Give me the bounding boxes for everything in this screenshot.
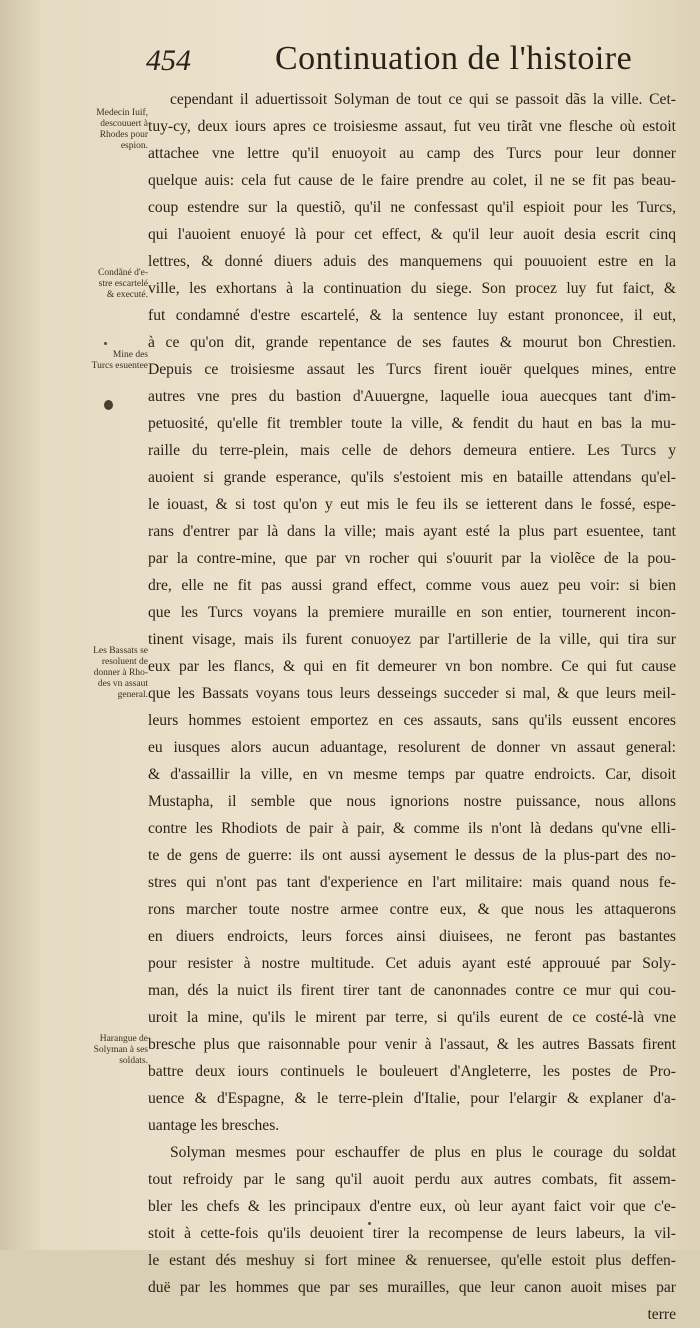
body-text xyxy=(148,86,676,1328)
text-line: rans d'entrer par là dans la ville; mais ayant esté la plus part esuentee, tant xyxy=(148,523,676,540)
text-line: petuosité, qu'elle fit trembler toute la ville, & fendit du haut en bas la mu- xyxy=(148,415,676,432)
text-line: le iouast, & si tost qu'on y eut mis le feu ils se ietterent dans le fossé, espe- xyxy=(148,496,676,513)
margin-note-harangue xyxy=(68,1034,148,1067)
text-line: stoit à cette-fois qu'ils deuoient tirer la recompense de leurs labeurs, la vil- xyxy=(148,1225,676,1242)
margin-note-line: descouuert à xyxy=(100,119,148,129)
text-line: duë par les hommes que par ses murailles, que leur canon auoit mises par xyxy=(148,1279,676,1296)
text-line: auoient si grande esperance, qu'ils s'estoient mis en bataille attendans qu'el- xyxy=(148,469,676,486)
text-line: stres qui n'ont pas tant d'experience en l'art militaire: mais quand nous fe- xyxy=(148,874,676,891)
text-line: cependant il aduertissoit Solyman de tout ce qui se passoit dãs la ville. Cet- xyxy=(170,91,676,108)
text-line: uence & d'Espagne, & le terre-plein d'Italie, pour l'elargir & explaner d'a- xyxy=(148,1090,676,1107)
text-line: contre les Rhodiots de pair à pair, & comme ils n'ont là dedans qu'vne elli- xyxy=(148,820,676,837)
text-line: autres vne pres du bastion d'Auuergne, laquelle ioua auecques tant d'im- xyxy=(148,388,676,405)
margin-note-mine xyxy=(68,350,148,372)
margin-note-line: espion. xyxy=(120,141,148,151)
margin-note-line: Solyman à ses xyxy=(93,1045,148,1055)
text-line: attachee vne lettre qu'il enuoyoit au camp des Turcs pour leur donner xyxy=(148,145,676,162)
text-line: & d'assaillir la ville, en vn mesme temps par quatre endroicts. Car, disoit xyxy=(148,766,676,783)
text-line: man, dés la nuict ils firent tirer tant de canonnades contre ce mur qui cou- xyxy=(148,982,676,999)
margin-note-line: des vn assaut xyxy=(97,679,148,689)
ink-blot xyxy=(104,400,113,410)
text-line: tout refroidy par le sang qu'il auoit perdu aux autres combats, fit assem- xyxy=(148,1171,676,1188)
text-line: Depuis ce troisiesme assaut les Turcs firent iouër quelques mines, entre xyxy=(148,361,676,378)
margin-note-line: donner à Rho- xyxy=(93,668,148,678)
margin-note-bassats xyxy=(68,646,148,701)
text-line: coup estendre sur la questiõ, qu'il ne confessast qu'il espioit pour les Turcs, xyxy=(148,199,676,216)
text-line: bresche plus que raisonnable pour venir à l'assaut, & les autres Bassats firent xyxy=(148,1036,676,1053)
margin-note-line: stre escartelé xyxy=(98,279,148,289)
running-title: Continuation de l'histoire xyxy=(275,40,633,77)
margin-note-line: soldats. xyxy=(119,1056,148,1066)
text-line: par la contre-mine, que par vn rocher qui s'ouurit par la violẽce de la pou- xyxy=(148,550,676,567)
margin-note-line: Les Bassats se xyxy=(93,646,148,656)
margin-note-line: Condãné d'e- xyxy=(98,268,148,278)
text-line: à ce qu'on dit, grande repentance de ses fautes & mourut bon Chrestien. xyxy=(148,334,676,351)
text-line: raille du terre-plein, mais celle de dehors demeura entiere. Les Turcs y xyxy=(148,442,676,459)
margin-note-line: general. xyxy=(117,690,148,700)
text-line: te de gens de guerre: ils ont aussi aysement le dessus de la plus-part des no- xyxy=(148,847,676,864)
text-line: que les Bassats voyans tous leurs desseings succeder si mal, & que leurs meil- xyxy=(148,685,676,702)
text-line: rons marcher toute nostre armee contre eux, & que nous les attaquerons xyxy=(148,901,676,918)
text-line: Solyman mesmes pour eschauffer de plus en plus le courage du soldat xyxy=(170,1144,676,1161)
stray-mark xyxy=(368,1222,371,1225)
text-line: tinent visage, mais ils furent conuoyez par l'artillerie de la ville, qui tira sur xyxy=(148,631,676,648)
margin-note-line: Medecin Iuif, xyxy=(96,108,148,118)
text-line: dre, elle ne fit pas aussi grand effect, comme vous auez peu voir: si bien xyxy=(148,577,676,594)
margin-note-line: resoluent de xyxy=(101,657,148,667)
text-line: que les Turcs voyans la premiere muraille en son entier, tournerent incon- xyxy=(148,604,676,621)
text-line: Mustapha, il semble que nous ignorions nostre puissance, nous allons xyxy=(148,793,676,810)
text-line: le estant dés meshuy si fort minee & renuersee, qu'elle estoit plus deffen- xyxy=(148,1252,676,1269)
text-line: uantage les bresches. xyxy=(148,1117,280,1134)
text-line: ville, les exhortans à la continuation du siege. Son procez luy fut faict, & xyxy=(148,280,676,297)
text-line: battre deux iours continuels le bouleuert d'Angleterre, les postes de Pro- xyxy=(148,1063,676,1080)
text-line: fut condamné d'estre escartelé, & la sentence luy estant prononcee, il eut, xyxy=(148,307,676,324)
text-line: eu iusques alors aucun aduantage, resolurent de donner vn assaut general: xyxy=(148,739,676,756)
text-line: leurs hommes estoient emportez en ces assauts, sans qu'ils eussent encores xyxy=(148,712,676,729)
text-line: eux par les flancs, & qui en fit demeurer vn bon nombre. Ce qui fut cause xyxy=(148,658,676,675)
margin-note-line: Mine des xyxy=(112,350,148,360)
catchword: terre xyxy=(647,1306,676,1323)
text-line: bler les chefs & les principaux d'entre eux, où leur ayant faict voir que c'e- xyxy=(148,1198,676,1215)
margin-note-line: Harangue de xyxy=(99,1034,148,1044)
text-line: uroit la mine, qu'ils le mirent par terre, si qu'ils eurent de ce costé-là vne xyxy=(148,1009,676,1026)
text-line: lettres, & donné diuers aduis des manquemens qui pouuoient estre en la xyxy=(148,253,676,270)
margin-note-medecin xyxy=(68,108,148,152)
text-line: pour resister à nostre multitude. Cet aduis ayant esté approuué par Soly- xyxy=(148,955,676,972)
margin-note-line: & executé. xyxy=(106,290,148,300)
margin-note-condamne xyxy=(68,268,148,301)
text-line: qui l'auoient enuoyé là pour cet effect, & qu'il leur auoit desia escrit cinq xyxy=(148,226,676,243)
text-line: en diuers endroicts, leurs forces ainsi diuisees, ne feront pas bastantes xyxy=(148,928,676,945)
stray-mark xyxy=(104,342,107,345)
margin-note-line: Rhodes pour xyxy=(99,130,148,140)
text-line: quelque auis: cela fut cause de le faire prendre au colet, il ne se fit pas beau- xyxy=(148,172,676,189)
text-line: tuy-cy, deux iours apres ce troisiesme assaut, fut veu tirãt vne flesche où estoit xyxy=(148,118,676,135)
margin-note-line: Turcs esuentee xyxy=(91,361,148,371)
page-number: 454 xyxy=(146,44,191,77)
